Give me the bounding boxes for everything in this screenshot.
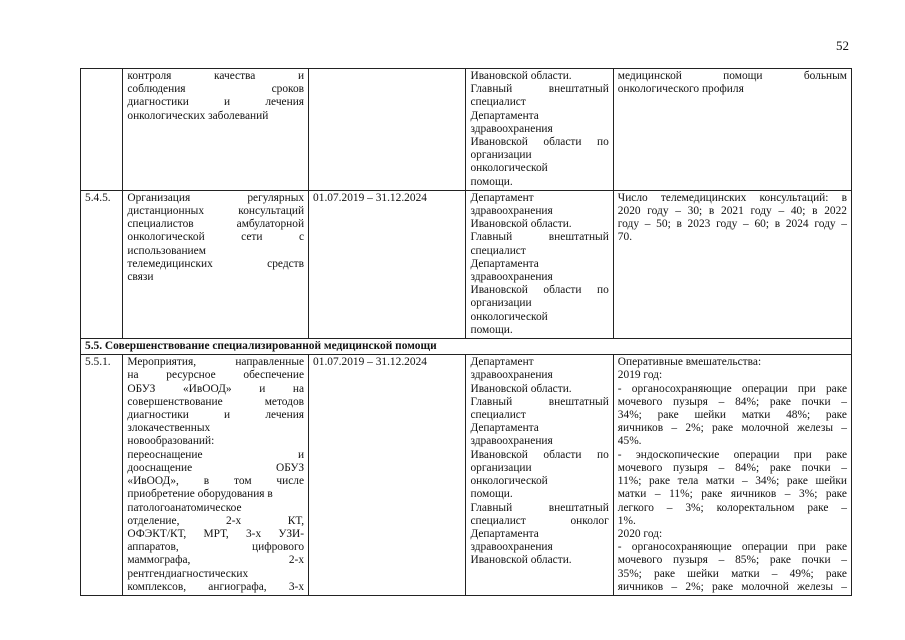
responsible-line: Ивановской области по — [470, 284, 609, 297]
result-line: мочевого пузыря – 84%; раке почки – — [617, 461, 847, 474]
table-row-continuation — [81, 69, 852, 191]
activity-line: новообразований: — [127, 435, 215, 448]
responsible-cell — [466, 355, 613, 596]
activity-line: использованием — [127, 244, 206, 257]
responsible-line: Главный внештатный — [470, 83, 609, 96]
responsible-line: специалист онколог — [470, 514, 609, 527]
activity-cell — [123, 190, 309, 338]
responsible-line: Департамента — [470, 109, 539, 122]
activity-line: онкологической сети с — [127, 231, 305, 244]
responsible-line: Департамента — [470, 527, 539, 540]
activity-line: контроля качества и — [127, 70, 305, 82]
activity-line: связи — [127, 271, 154, 284]
result-line: 35%; раке шейки матки – 49%; раке — [617, 567, 847, 580]
responsible-line: здравоохранения — [470, 271, 553, 284]
result-line: 2020 году – 30; в 2021 году – 40; в 2022 — [617, 205, 847, 218]
result-line: медицинской помощи больным — [617, 70, 847, 82]
activity-line: специалистов амбулаторной — [127, 218, 305, 231]
responsible-line: Департамент — [470, 356, 534, 369]
activity-line: переоснащение и — [127, 448, 305, 461]
activity-cell — [123, 355, 309, 596]
dates-cell: 01.07.2019 – 31.12.2024 — [309, 190, 466, 338]
activity-line: Мероприятия, направленные — [127, 356, 305, 369]
table-row-5-5-1 — [81, 355, 852, 596]
result-line: Оперативные вмешательства: — [617, 356, 762, 369]
row-number-cell: 5.4.5. — [81, 190, 123, 338]
responsible-cell — [466, 69, 613, 191]
responsible-line: онкологической — [470, 162, 548, 175]
responsible-line: Департамента — [470, 422, 539, 435]
responsible-line: здравоохранения — [470, 205, 553, 218]
responsible-line: специалист — [470, 244, 526, 257]
table-row-5-4-5 — [81, 190, 852, 338]
responsible-line: организации — [470, 461, 532, 474]
row-number-cell: 5.5.1. — [81, 355, 123, 596]
activity-line: злокачественных — [127, 422, 211, 435]
responsible-line: Департамент — [470, 191, 534, 204]
result-line: онкологического профиля — [617, 83, 744, 96]
result-cell — [613, 355, 851, 596]
result-line: - эндоскопические операции при раке — [617, 448, 847, 461]
result-line: 45%. — [617, 435, 642, 448]
responsible-line: здравоохранения — [470, 369, 553, 382]
page-number: 52 — [836, 38, 849, 53]
result-line: мочевого пузыря – 85%; раке почки – — [617, 554, 847, 567]
activity-line: дооснащение ОБУЗ — [127, 461, 305, 474]
responsible-line: Ивановской области по — [470, 136, 609, 149]
result-line: 11%; раке тела матки – 34%; раке шейки — [617, 475, 847, 488]
responsible-line: Главный внештатный — [470, 231, 609, 244]
responsible-line: специалист — [470, 409, 526, 422]
result-line: мочевого пузыря – 84%; раке почки – — [617, 395, 847, 408]
activity-line: ОФЭКТ/КТ, МРТ, 3-х УЗИ- — [127, 527, 305, 540]
result-line: 70. — [617, 231, 633, 244]
responsible-line: здравоохранения — [470, 541, 553, 554]
responsible-line: помощи. — [470, 488, 513, 501]
activity-line: Организация регулярных — [127, 191, 305, 204]
activity-line: патологоанатомическое — [127, 501, 242, 514]
responsible-line: онкологической — [470, 475, 548, 488]
result-cell — [613, 69, 851, 191]
row-number-cell — [81, 69, 123, 191]
result-line: 2020 год: — [617, 527, 663, 540]
responsible-line: Главный внештатный — [470, 501, 609, 514]
result-line: - органосохраняющие операции при раке — [617, 541, 847, 554]
activity-line: дистанционных консультаций — [127, 205, 305, 218]
responsible-line: Главный внештатный — [470, 395, 609, 408]
result-line: - органосохраняющие операции при раке — [617, 382, 847, 395]
responsible-line: Ивановской области. — [470, 70, 572, 82]
responsible-line: Ивановской области. — [470, 382, 572, 395]
responsible-line: Ивановской области. — [470, 554, 572, 567]
responsible-cell — [466, 190, 613, 338]
activity-line: ОБУЗ «ИвООД» и на — [127, 382, 305, 395]
responsible-line: помощи. — [470, 175, 513, 188]
responsible-line: Департамента — [470, 257, 539, 270]
activity-line: онкологических заболеваний — [127, 109, 269, 122]
result-line: матки – 11%; раке яичников – 3%; раке — [617, 488, 847, 501]
result-line: легкого – 3%; колоректальном раке – — [617, 501, 847, 514]
responsible-line: здравоохранения — [470, 122, 553, 135]
responsible-line: онкологической — [470, 310, 548, 323]
result-line: Число телемедицинских консультаций: в — [617, 191, 847, 204]
responsible-line: организации — [470, 297, 532, 310]
activity-line: рентгендиагностических — [127, 567, 249, 580]
result-line: 1%. — [617, 514, 636, 527]
result-line: яичников – 2%; раке молочной железы – — [617, 580, 847, 593]
activity-line: соблюдения сроков — [127, 83, 305, 96]
activity-line: аппаратов, цифрового — [127, 541, 305, 554]
result-cell — [613, 190, 851, 338]
responsible-line: специалист — [470, 96, 526, 109]
activity-line: диагностики и лечения — [127, 96, 305, 109]
responsible-line: здравоохранения — [470, 435, 553, 448]
activity-line: маммографа, 2-х — [127, 554, 305, 567]
activity-line: совершенствование методов — [127, 395, 305, 408]
result-line: 34%; раке шейки матки 48%; раке — [617, 409, 847, 422]
dates-cell: 01.07.2019 – 31.12.2024 — [309, 355, 466, 596]
responsible-line: Ивановской области. — [470, 218, 572, 231]
dates-cell — [309, 69, 466, 191]
activity-line: комплексов, ангиографа, 3-х — [127, 580, 305, 593]
plan-table — [80, 68, 852, 596]
result-line: яичников – 2%; раке молочной железы – — [617, 422, 847, 435]
activity-cell — [123, 69, 309, 191]
activity-line: на ресурсное обеспечение — [127, 369, 305, 382]
responsible-line: организации — [470, 149, 532, 162]
result-line: 2019 год: — [617, 369, 663, 382]
responsible-line: помощи. — [470, 323, 513, 336]
responsible-line: Ивановской области по — [470, 448, 609, 461]
activity-line: «ИвООД», в том числе — [127, 475, 305, 488]
activity-line: диагностики и лечения — [127, 409, 305, 422]
section-header-row — [81, 339, 852, 355]
activity-line: приобретение оборудования в — [127, 488, 273, 501]
section-title: 5.5. Совершенствование специализированной медицинской помощи — [81, 339, 852, 355]
activity-line: телемедицинских средств — [127, 257, 305, 270]
result-line: году – 50; в 2023 году – 60; в 2024 году – — [617, 218, 847, 231]
activity-line: отделение, 2-х КТ, — [127, 514, 305, 527]
